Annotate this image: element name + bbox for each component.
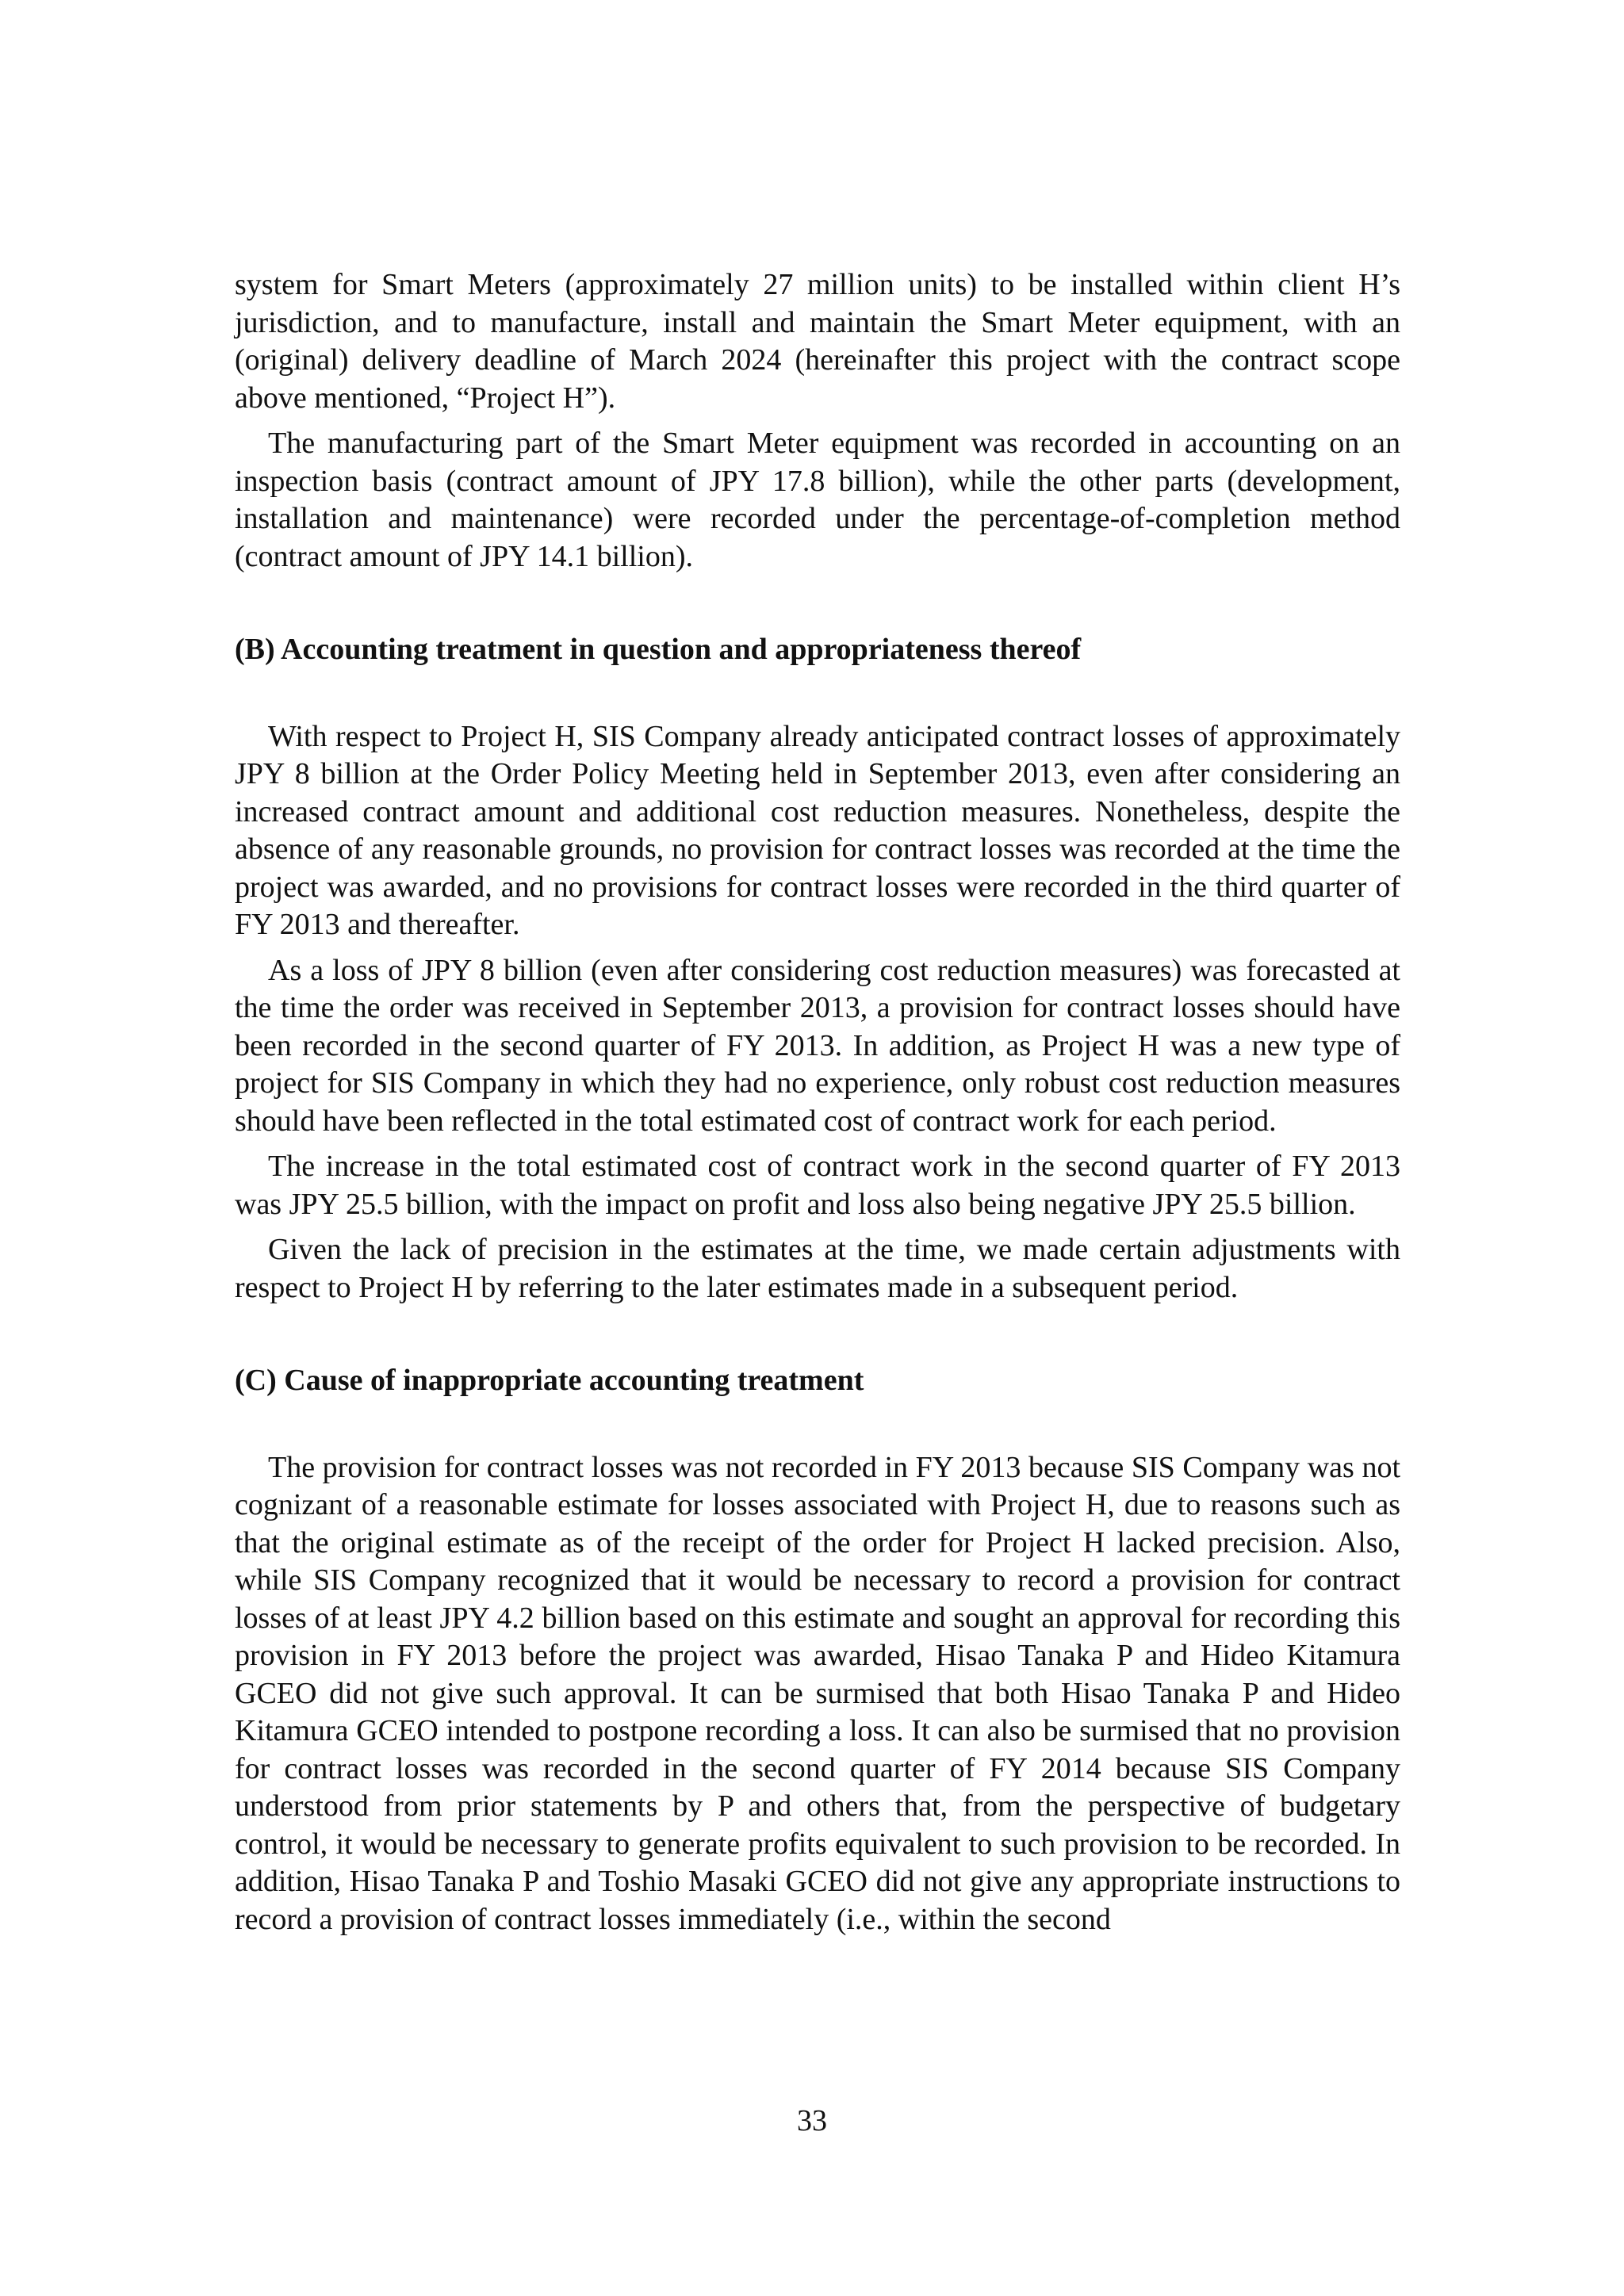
paragraph-cost-increase: The increase in the total estimated cost of contract work in the second quarter of FY 2013 was JPY 25.5 billion, with the impact on profit and loss also being negative JPY 25.5 billion.: [235, 1150, 1400, 1221]
paragraph-manufacturing-accounting: The manufacturing part of the Smart Meter equipment was recorded in accounting on an inspection basis (contract amount of JPY 17.8 billion), while the other parts (development, installation and maintenance) were recorded under the percentage-of-completion method (contract amount of JPY 14.1 billion).: [235, 427, 1400, 573]
paragraph-anticipated-losses: With respect to Project H, SIS Company already anticipated contract losses of approximately JPY 8 billion at the Order Policy Meeting held in September 2013, even after considering an increased contract amount and additional cost reduction measures. Nonetheless, despite the absence of any reasonable grounds, no provision for contract losses was recorded at the time the project was awarded, and no provisions for contract losses were recorded in the third quarter of FY 2013 and thereafter.: [235, 719, 1400, 941]
section-heading-c: (C) Cause of inappropriate accounting treatment: [235, 1364, 864, 1397]
paragraph-loss-forecast: As a loss of JPY 8 billion (even after considering cost reduction measures) was forecasted at the time the order was received in September 2013, a provision for contract losses should have been recorded in the second quarter of FY 2013. In addition, as Project H was a new type of project for SIS Company in which they had no experience, only robust cost reduction measures should have been reflected in the total estimated cost of contract work for each period.: [235, 953, 1400, 1138]
document-body: [235, 266, 1400, 1946]
page-number: 33: [797, 2104, 827, 2137]
paragraph-project-h-scope: system for Smart Meters (approximately 27 million units) to be installed within client H’s jurisdiction, and to manufacture, install and maintain the Smart Meter equipment, with an (original) delivery deadline of March 2024 (hereinafter this project with the contract scope above mentioned, “Project H”).: [235, 268, 1400, 415]
paragraph-cause: The provision for contract losses was not recorded in FY 2013 because SIS Company was not cognizant of a reasonable estimate for losses associated with Project H, due to reasons such as that the original estimate as of the receipt of the order for Project H lacked precision. Also, while SIS Company recognized that it would be necessary to record a provision for contract losses of at least JPY 4.2 billion based on this estimate and sought an approval for recording this provision in FY 2013 before the project was awarded, Hisao Tanaka P and Hideo Kitamura GCEO did not give such approval. It can be surmised that both Hisao Tanaka P and Hideo Kitamura GCEO intended to postpone recording a loss. It can also be surmised that no provision for contract losses was recorded in the second quarter of FY 2014 because SIS Company understood from prior statements by P and others that, from the perspective of budgetary control, it would be necessary to generate profits equivalent to such provision to be recorded. In addition, Hisao Tanaka P and Toshio Masaki GCEO did not give any appropriate instructions to record a provision of contract losses immediately (i.e., within the second: [235, 1450, 1400, 1936]
section-heading-b: (B) Accounting treatment in question and appropriateness thereof: [235, 633, 1082, 666]
paragraph-adjustments: Given the lack of precision in the estimates at the time, we made certain adjustments with respect to Project H by referring to the later estimates made in a subsequent period.: [235, 1233, 1400, 1304]
